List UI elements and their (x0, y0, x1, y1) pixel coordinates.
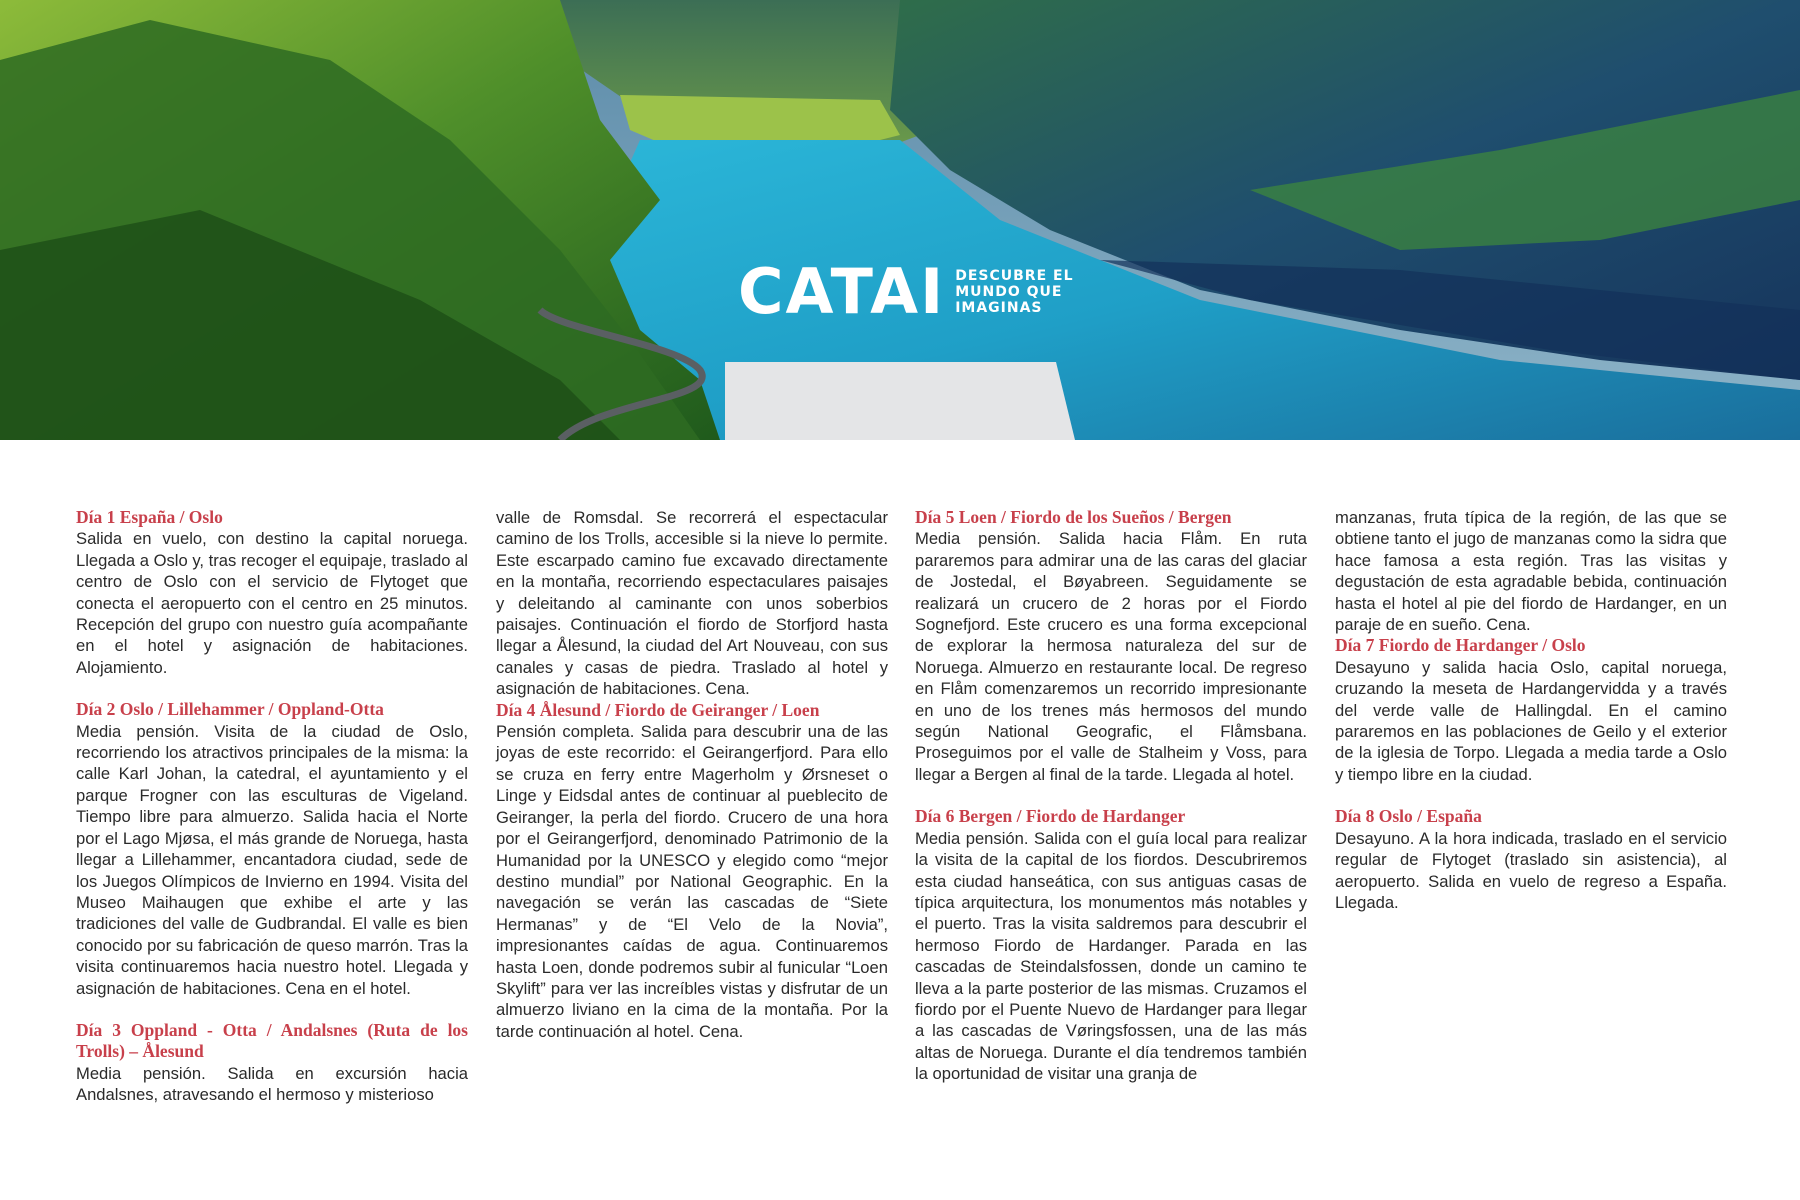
day-2-section (76, 699, 468, 999)
day-7-section (1335, 635, 1727, 785)
day-6-section (915, 806, 1307, 1084)
logo-wordmark: CATAI (738, 255, 946, 328)
day-title: Día 2 Oslo / Lillehammer / Oppland-Otta (76, 699, 384, 720)
day-1-section (76, 507, 468, 678)
itinerary-column-4 (1335, 507, 1727, 934)
day-description: Desayuno. A la hora indicada, traslado en el servicio regular de Flytoget (traslado sin asistencia), al aeropuerto. Salida en vuelo de regreso a España. Llegada. (1335, 828, 1727, 912)
day-description: Media pensión. Salida hacia Flåm. En ruta pararemos para admirar una de las caras del glaciar de Jostedal, el Bøyabreen. Seguidamente se realizará un crucero de 2 horas por el Fiordo Sognefjord. Este crucero es una forma excepcional de explorar la hermosa naturaleza del sur de Noruega. Almuerzo en restaurante local. De regreso en Flåm comenzaremos un recorrido impresionante en uno de los trenes más hermosos del mundo según National Geografic, el Flåmsbana. Proseguimos por el valle de Stalheim y Voss, para llegar a Bergen al final de la tarde. Llegada al hotel. (915, 529, 1307, 784)
day-description: Media pensión. Salida con el guía local para realizar la visita de la capital de los fiordos. Descubriremos esta ciudad hanseática, con sus antiguas casas de típica arquitectura, los monumentos más notables y el puerto. Tras la visita saldremos para descubrir el hermoso Fiordo de Hardanger. Parada en las cascadas de Steindalsfossen, donde un camino te lleva a la parte posterior de las mismas. Cruzamos el fiordo por el Puente Nuevo de Hardanger para llegar a las cascadas de Vøringsfossen, una de las más altas de Noruega. Durante el día tendremos también la oportunidad de visitar una granja de (915, 828, 1307, 1084)
day-6-continuation: manzanas, fruta típica de la región, de las que se obtiene tanto el jugo de manzanas como la sidra que hace famosa a esta región. Tras las visitas y degustación de esta agradable bebida, continuación hasta el hotel al pie del fiordo de Hardanger, en un paraje de en sueño. Cena. (1335, 508, 1727, 635)
day-3-section (76, 1020, 468, 1106)
tagline-line: MUNDO QUE (955, 284, 1063, 300)
hero-fjord-photo (0, 0, 1800, 440)
day-title: Día 4 Ålesund / Fiordo de Geiranger / Loen (496, 699, 820, 720)
day-3-continuation: valle de Romsdal. Se recorrerá el espectacular camino de los Trolls, accesible si la nieve lo permite. Este escarpado camino fue excavado directamente en la montaña, recorriendo espectaculares paisajes y deleitando al caminante con unos soberbios paisajes. Continuación el fiordo de Storfjord hasta llegar a Ålesund, la ciudad del Art Nouveau, con sus canales y casas de piedra. Traslado al hotel y asignación de habitaciones. Cena. (496, 508, 888, 699)
logo-tagline (955, 268, 1073, 316)
tagline-line: DESCUBRE EL (955, 268, 1074, 284)
day-8-section (1335, 806, 1727, 913)
day-description: Salida en vuelo, con destino la capital noruega. Llegada a Oslo y, tras recoger el equipaje, traslado al centro de Oslo con el servicio de Flytoget que conecta el aeropuerto con el centro en 25 minutos. Recepción del grupo con nuestro guía acompañante en el hotel y asignación de habitaciones. Alojamiento. (76, 529, 468, 677)
day-description: Pensión completa. Salida para descubrir una de las joyas de este recorrido: el Geirangerfjord. Para ello se cruza en ferry entre Magerholm y Ørsneset o Linge y Eidsdal antes de continuar al pueblecito de Geiranger, la perla del fiordo. Crucero de una hora por el Geirangerfjord, denominado Patrimonio de la Humanidad por la UNESCO y elegido como “mejor destino mundial” por National Geographic. En la navegación se verán las cascadas de “Siete Hermanas” y de “El Velo de la Novia”, impresionantes caídas de agua. Continuaremos hasta Loen, donde podremos subir al funicular “Loen Skylift” para ver las increíbles vistas y disfrutar de un almuerzo liviano en la cima de la montaña. Por la tarde continuación al hotel. Cena. (496, 722, 888, 1041)
day-title: Día 8 Oslo / España (1335, 806, 1482, 827)
day-description: Desayuno y salida hacia Oslo, capital noruega, cruzando la meseta de Hardangervidda y a través del verde valle de Hallingdal. En el camino pararemos en las poblaciones de Geilo y el exterior de la iglesia de Torpo. Llegada a media tarde a Oslo y tiempo libre en la ciudad. (1335, 657, 1727, 784)
catai-logo (738, 255, 1074, 328)
itinerary-column-2 (496, 507, 888, 1063)
tagline-line: IMAGINAS (955, 300, 1043, 316)
day-4-section (496, 700, 888, 1043)
day-title: Día 6 Bergen / Fiordo de Hardanger (915, 806, 1186, 827)
day-title: Día 3 Oppland - Otta / Andalsnes (Ruta de los Trolls) – Ålesund (76, 1019, 468, 1062)
day-description: Media pensión. Visita de la ciudad de Oslo, recorriendo los atractivos principales de la misma: la calle Karl Johan, la catedral, el ayuntamiento y el parque Frogner con las esculturas de Vigeland. Tiempo libre para almuerzo. Salida hacia el Norte por el Lago Mjøsa, el más grande de Noruega, hasta llegar a Lillehammer, encantadora ciudad, sede de los Juegos Olímpicos de Invierno en 1994. Visita del Museo Maihaugen que exhibe el arte y las tradiciones del valle de Gudbrandal. El valle es bien conocido por su fabricación de queso marrón. Tras la visita continuaremos hacia nuestro hotel. Llegada y asignación de habitaciones. Cena en el hotel. (76, 721, 468, 998)
day-5-section (915, 507, 1307, 785)
itinerary-column-3 (915, 507, 1307, 1106)
day-title: Día 7 Fiordo de Hardanger / Oslo (1335, 635, 1586, 656)
day-title: Día 5 Loen / Fiordo de los Sueños / Bergen (915, 507, 1232, 527)
day-description: Media pensión. Salida en excursión hacia Andalsnes, atravesando el hermoso y misterioso (76, 1063, 468, 1105)
day-title: Día 1 España / Oslo (76, 507, 223, 527)
hero-tab-shape (725, 362, 1075, 440)
itinerary-column-1 (76, 507, 468, 1127)
